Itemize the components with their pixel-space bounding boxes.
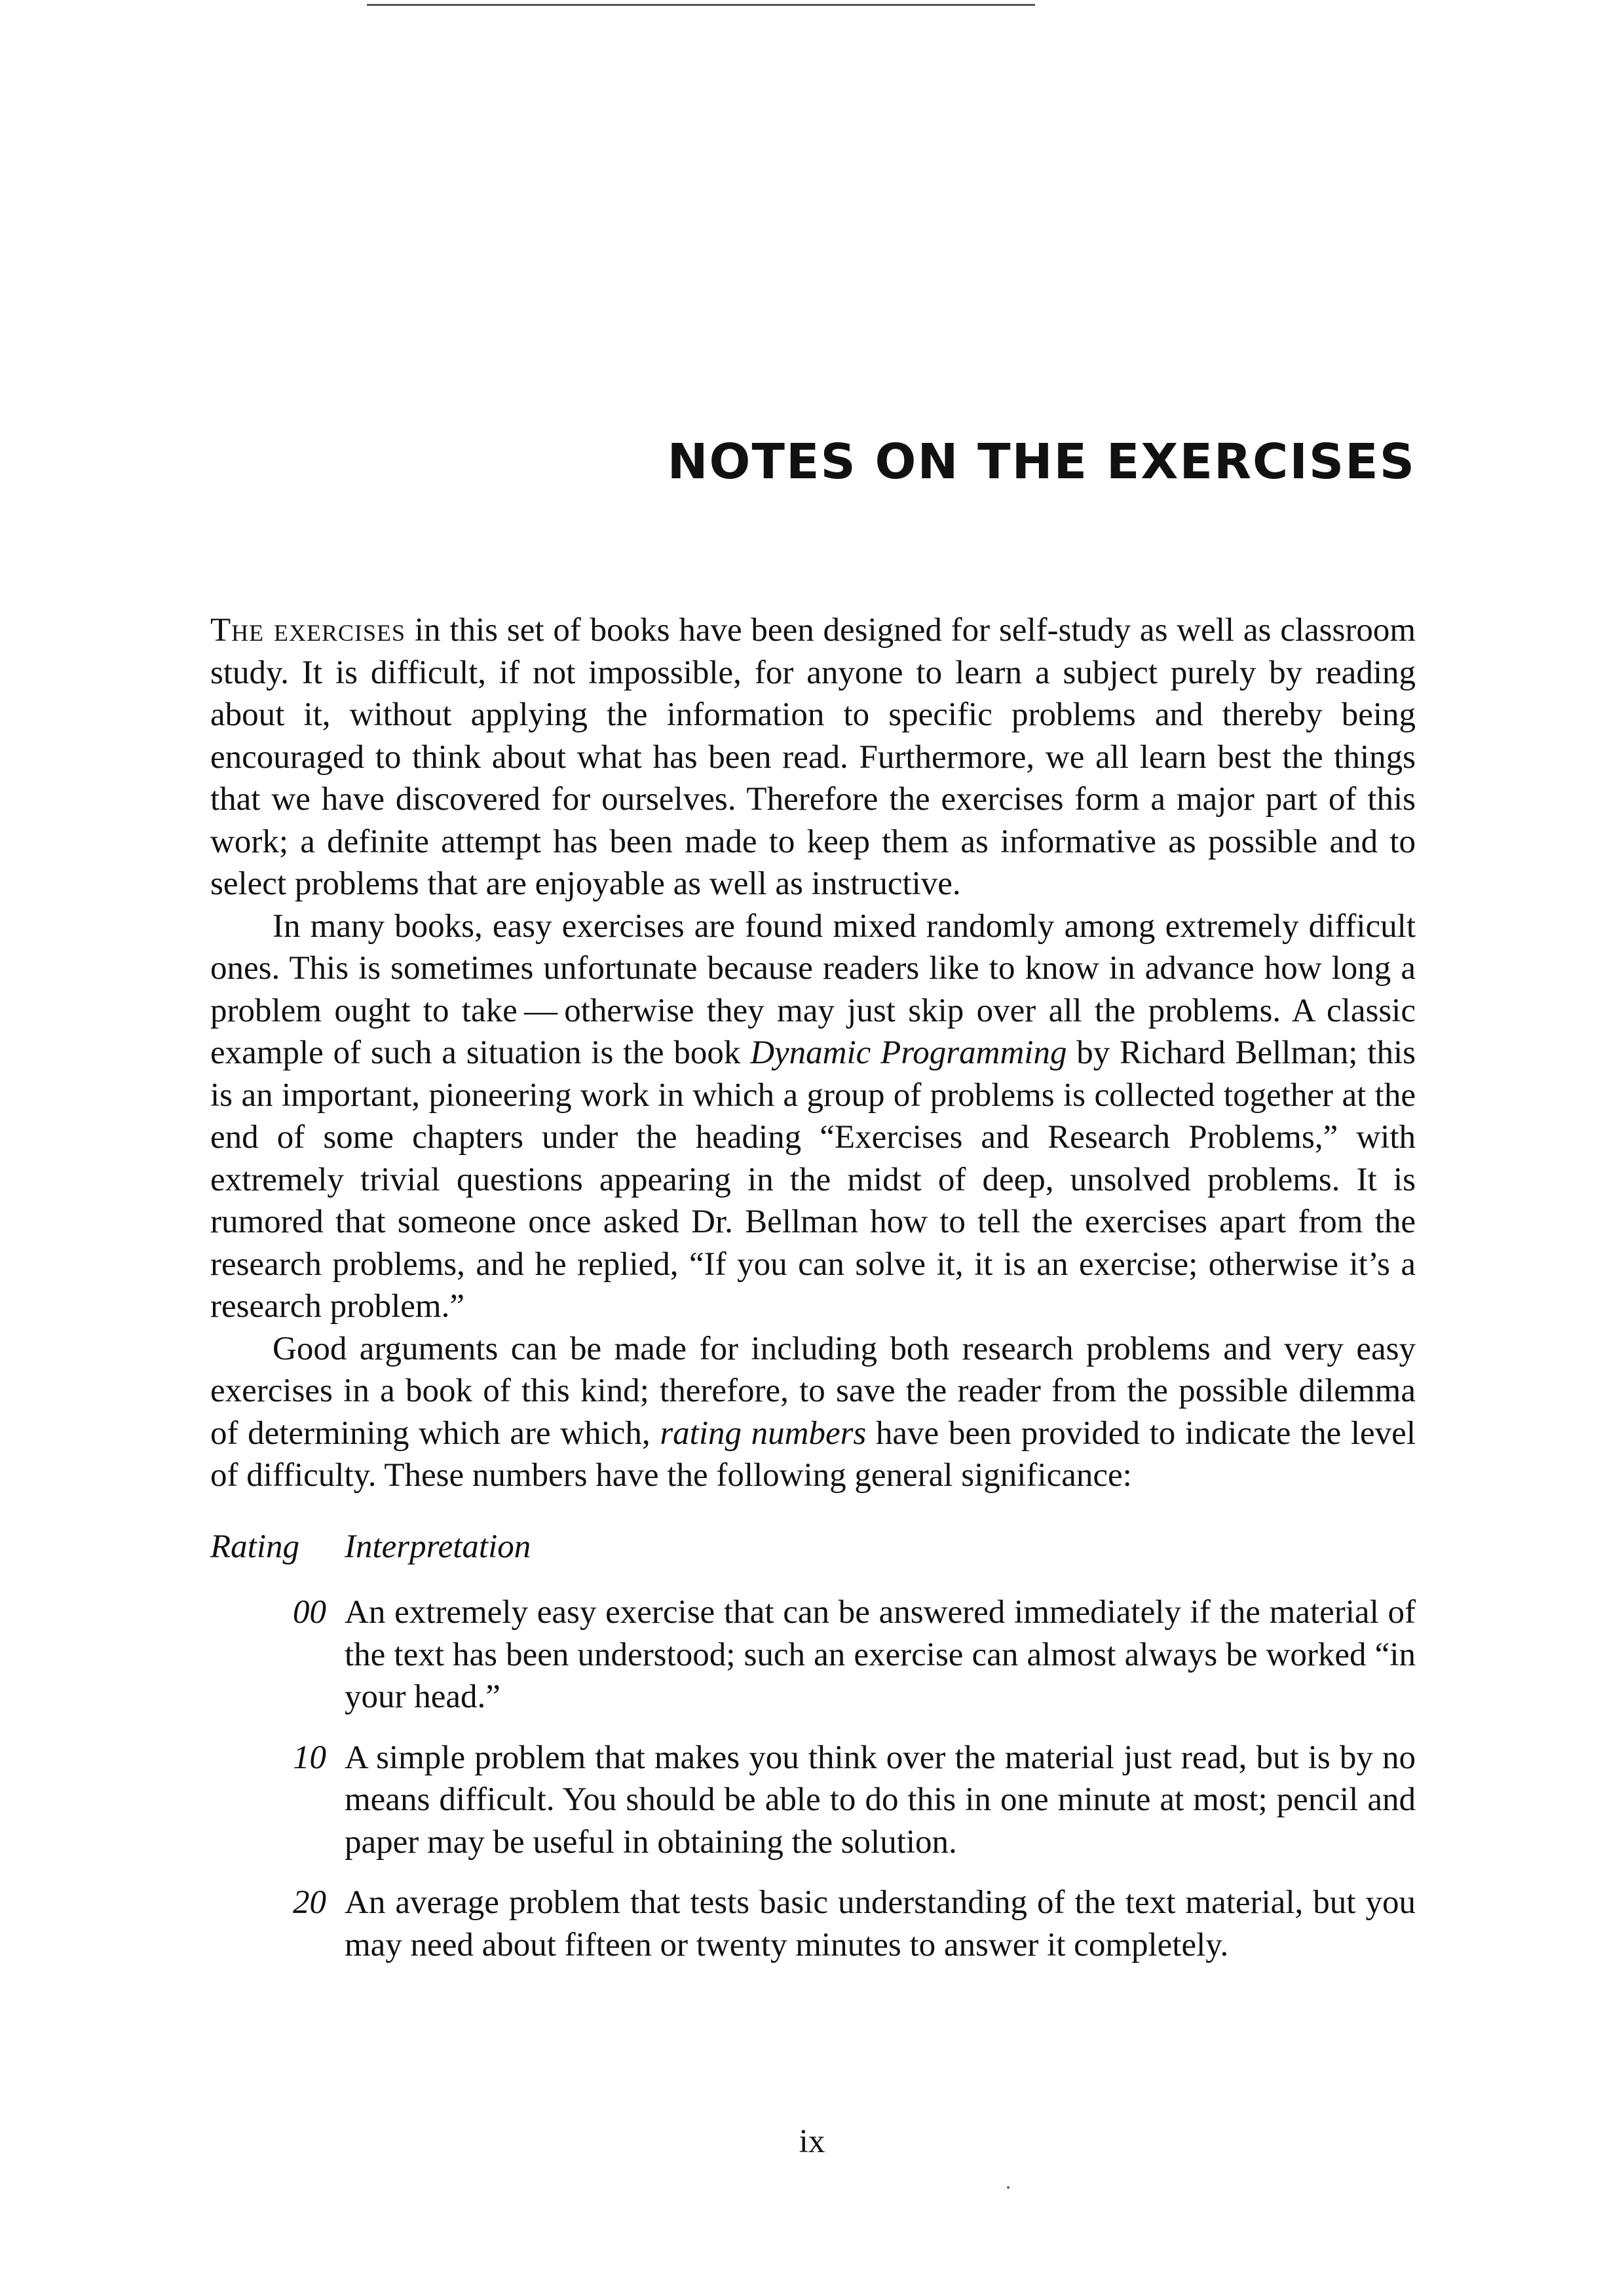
book-title-dynamic-programming: Dynamic Programming <box>750 1034 1067 1071</box>
page-title: NOTES ON THE EXERCISES <box>667 434 1416 490</box>
page-number: ix <box>799 2123 825 2160</box>
rating-row-00 <box>210 1591 1416 1718</box>
paragraph-bellman-text-2: by Richard Bellman; this is an important, pioneering work in which a group of problems is collected together at the end of some chapters under the heading “Exercises and Research Problems,” with extremely trivial questions appearing in the midst of deep, unsolved problems. It is rumored that someone once asked Dr. Bellman how to tell the exercises apart from the research problems, and he replied, “If you can solve it, it is an exercise; otherwise it’s a research problem.” <box>210 1034 1416 1325</box>
paragraph-rating-text-1: Good arguments can be made for including both research problems and very easy exercises in a book of this kind; therefore, to save the reader from the possible dilemma of determining which are which, <box>210 1330 1416 1452</box>
rating-interpretation: A simple problem that makes you think over the material just read, but is by no means difficult. You should be able to do this in one minute at most; pencil and paper may be useful in obtaining the solution. <box>345 1739 1416 1861</box>
scan-speck <box>1007 2186 1010 2189</box>
paragraph-rating-numbers <box>210 1328 1416 1497</box>
rating-value: 20 <box>293 1884 326 1921</box>
paragraph-bellman-text-1: In many books, easy exercises are found mixed randomly among extremely difficult ones. This is sometimes unfortunate because readers like to know in advance how long a problem ought to take — otherwise they may just skip over all the problems. A classic example of such a situation is the book <box>210 907 1416 1071</box>
top-rule <box>367 4 1035 6</box>
lead-in-small-caps: The exercises <box>210 612 406 649</box>
term-rating-numbers: rating numbers <box>660 1414 867 1452</box>
paragraph-intro <box>210 609 1416 905</box>
rating-table <box>210 1591 1416 1966</box>
rating-row-10 <box>210 1737 1416 1864</box>
rating-interpretation: An extremely easy exercise that can be answered immediately if the material of the text has been understood; such an exercise can almost always be worked “in your head.” <box>345 1594 1416 1715</box>
rating-row-20 <box>210 1882 1416 1966</box>
paragraph-intro-text: in this set of books have been designed for self-study as well as classroom study. It is difficult, if not impossible, for anyone to learn a subject purely by reading about it, without applying the information to specific problems and thereby being encouraged to think about what has been read. Furthermore, we all learn best the things that we have discovered for ourselves. Therefore the exercises form a major part of this work; a definite attempt has been made to keep them as informative as possible and to select problems that are enjoyable as well as instructive. <box>210 612 1416 902</box>
rating-value: 00 <box>293 1594 326 1631</box>
header-rating: Rating <box>210 1528 299 1565</box>
paragraph-rating-text-2: have been provided to indicate the level of difficulty. These numbers have the following general significance: <box>210 1414 1416 1494</box>
header-interpretation: Interpretation <box>345 1528 531 1565</box>
rating-value: 10 <box>293 1739 326 1776</box>
body-text <box>210 609 1416 1984</box>
paragraph-bellman <box>210 905 1416 1328</box>
rating-table-header <box>210 1526 1416 1568</box>
rating-interpretation: An average problem that tests basic understanding of the text material, but you may need about fifteen or twenty minutes to answer it completely. <box>345 1884 1416 1963</box>
